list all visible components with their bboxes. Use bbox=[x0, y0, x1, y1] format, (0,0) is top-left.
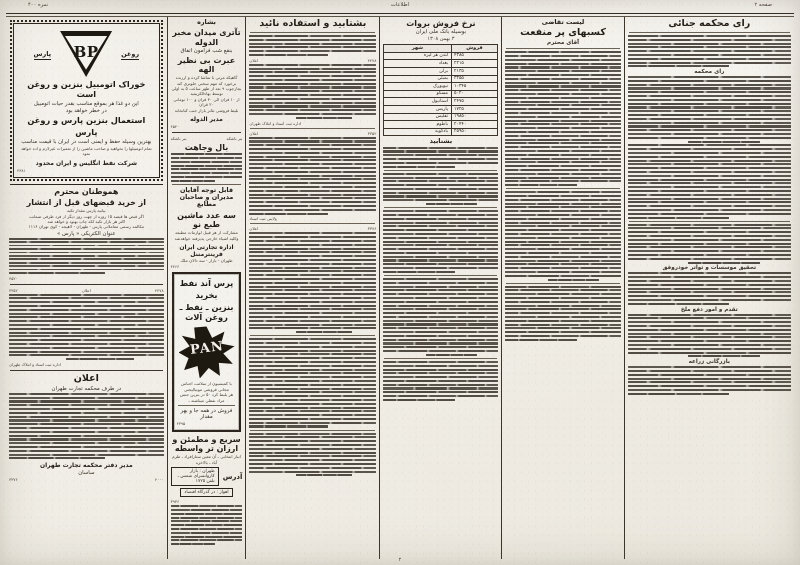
table-row bbox=[384, 90, 498, 98]
headline-press-machines: سه عدد ماشین طبع نو bbox=[177, 210, 236, 230]
receipts-line-1: بیانیه پارس مقدار تکیه bbox=[66, 208, 106, 214]
article-body bbox=[505, 191, 620, 280]
digest-tag-right: بنر ناشکه bbox=[170, 135, 187, 141]
announcement-refs bbox=[9, 477, 164, 482]
pan-line-1: پرس آند نفط bbox=[179, 278, 234, 289]
rate-city: برلن bbox=[384, 67, 451, 75]
column-grid bbox=[6, 17, 794, 559]
rate-value: ۲۱۳۵ bbox=[451, 67, 498, 75]
notice-ref: ۳۳۵۲ bbox=[367, 130, 377, 136]
headline-press-attention: قابل توجه آقایان مدیران و صاحبان مطابع bbox=[179, 185, 234, 209]
pan-brand: PAN bbox=[188, 338, 225, 358]
table-row bbox=[384, 60, 498, 68]
folio-left: نمره ۴۰۰ bbox=[28, 2, 49, 8]
theatre-body-1: گاهیکه مرتی با تماشا کرده و ارزنده برخورد که مهم سخنی جلوتری کند bbox=[175, 75, 238, 86]
small-notice-label: اعلان bbox=[81, 287, 91, 293]
notice-label: اعلان bbox=[249, 57, 259, 63]
bp-headline-2: استعمال بنزین پارس و روغن bbox=[27, 115, 146, 125]
divider bbox=[172, 132, 242, 133]
headline-compatriots: هموطنان محترم bbox=[54, 186, 119, 196]
notice-label: اعلان bbox=[249, 226, 259, 232]
pan-line-2: بخرید bbox=[195, 290, 218, 301]
article-body bbox=[249, 35, 376, 56]
article-body bbox=[628, 272, 791, 304]
article-body bbox=[628, 76, 791, 143]
notice-sign: ولایتی ثبت اسناد bbox=[249, 216, 277, 222]
rate-city: بغداد bbox=[384, 60, 451, 68]
divider bbox=[10, 370, 163, 371]
rate-value: ۳۲۵۵ bbox=[451, 75, 498, 83]
pan-ref: ۴۳۹۵ bbox=[176, 421, 186, 427]
headline-fast-cheap: سریع و مطمئن و ارزان تر واسطه bbox=[172, 435, 241, 454]
rate-value: ۲۰۴۴۰ bbox=[451, 121, 498, 129]
press-ref: ۴۴۶۶ bbox=[170, 264, 180, 270]
col-header-city: شهر bbox=[384, 45, 451, 53]
rate-value: ۱۰۳۴۵ bbox=[451, 83, 498, 91]
exchange-rate-table bbox=[383, 44, 498, 136]
table-row bbox=[384, 121, 498, 129]
address-ref: ۳۹۳۶ bbox=[170, 499, 180, 505]
kicker-list: لیست تقاضی bbox=[541, 18, 585, 26]
headline-criminal-court: رای محکمه جنائی bbox=[668, 18, 751, 29]
divider bbox=[506, 48, 619, 49]
theatre-body-2: بچارچوب ۹ بعد از ظهر ساعت ۵ به اولی توسط بهاءالکریمید bbox=[171, 85, 242, 97]
address-tehran: طهران : بازار کاروانسرای شمس ـ تلفن ۱۷۲۵ bbox=[171, 467, 219, 486]
headline-theatre: تآتری میدان مخبر الدوله bbox=[172, 28, 241, 47]
bp-headline-3: پارس bbox=[75, 127, 98, 137]
rate-city: بمبئی bbox=[384, 75, 451, 83]
table-row bbox=[384, 83, 498, 91]
table-row bbox=[384, 52, 498, 60]
article-body bbox=[171, 153, 243, 182]
theatre-subtitle: بنفع شب فرامون اتفاق bbox=[180, 47, 233, 54]
article-body bbox=[249, 137, 376, 215]
receipts-line-4: مکالمه رسمی معاملاتی پارس - طهران - لاهیجه - کوی تهران ۱۱۱۶ bbox=[28, 224, 145, 230]
article-body bbox=[249, 338, 376, 427]
rates-date: ۳ بهمن ۱۳۰۸ bbox=[427, 36, 455, 43]
notice-ref: ۴۴۷۸ bbox=[367, 57, 377, 63]
folio-center: اطلاعات bbox=[390, 2, 410, 8]
table-row bbox=[384, 128, 498, 136]
rate-value: ۱۷۲۵ bbox=[451, 105, 498, 113]
subhead-hurry: بشنابید bbox=[429, 137, 453, 146]
divider bbox=[250, 223, 375, 224]
article-body bbox=[383, 278, 498, 356]
table-header-row bbox=[384, 45, 498, 53]
column-legal-notices bbox=[246, 17, 380, 559]
divider bbox=[384, 170, 497, 171]
rate-value: ۱۹۸۵۰ bbox=[451, 113, 498, 121]
rate-city: تفلیس bbox=[384, 113, 451, 121]
announcement-signature: مدیر دفتر محکمه تجارت طهران bbox=[39, 462, 133, 470]
divider bbox=[384, 358, 497, 359]
table-body bbox=[384, 52, 498, 136]
bp-line-2: در خطر خواهد بود bbox=[65, 108, 107, 114]
divider bbox=[250, 335, 375, 336]
divider bbox=[250, 430, 375, 431]
ad-bp-petroleum bbox=[13, 23, 160, 178]
divider bbox=[629, 32, 790, 33]
headline-theatre-play: عبرت بی نظیر الهه bbox=[177, 55, 236, 74]
press-address: طهران - بازار - سه دالان ملک bbox=[180, 258, 233, 264]
digest-tag-left: بنر ناشکه bbox=[226, 135, 243, 141]
article-body bbox=[628, 224, 791, 264]
receipts-line-2: اگر قبض ها قبضه ۱۵ روزه از چهت روز دیگر از فرد طرفی ضمانت bbox=[28, 213, 144, 219]
divider bbox=[384, 275, 497, 276]
notice-ref-row bbox=[249, 58, 376, 63]
headline-exchange-rates: نرخ فروش بروات bbox=[406, 19, 476, 28]
article-body bbox=[505, 286, 620, 341]
divider bbox=[178, 405, 236, 406]
bp-company: شرکت نفط انگلیس و ایران محدود bbox=[35, 159, 137, 167]
rate-city: پاریس bbox=[384, 105, 451, 113]
small-notice-ref-right: ۳۳۵۲ bbox=[9, 287, 18, 293]
press-body-2: وکلیه اشیاء خارجی پذیرفته خواهدشد bbox=[174, 235, 239, 241]
article-body bbox=[383, 361, 498, 401]
table-row bbox=[384, 75, 498, 83]
announcement-ref-1: ۳۳۷۶ bbox=[9, 477, 18, 483]
rate-value: ۵۰۲۰ bbox=[451, 90, 498, 98]
divider bbox=[250, 32, 375, 33]
address-row bbox=[171, 467, 243, 486]
subhead-locust-control: تقدم و امور دفع ملخ bbox=[680, 306, 738, 313]
small-notice-refs bbox=[9, 288, 164, 293]
announcement-signature-2: ساسان bbox=[78, 470, 95, 477]
receipts-line-3: اکثر هر بازار تکیه لکه چاپ بهبود و خواهد شد bbox=[47, 219, 126, 224]
bp-headline: خوراک اتومبیل بنزین و روغن است bbox=[27, 79, 146, 99]
address-ahvaz: اهواز : در گذرگاه اقتصاد bbox=[180, 488, 232, 497]
header-rule bbox=[6, 13, 794, 14]
bp-brand: BP bbox=[73, 42, 99, 61]
subhead-court-verdict: رای محکمه bbox=[694, 69, 725, 76]
notice-ref: ۳۳۷۶ bbox=[367, 226, 377, 232]
column-news-right bbox=[625, 17, 794, 559]
bp-label-oil: روغن bbox=[121, 50, 140, 58]
pan-sunburst-icon bbox=[179, 326, 235, 378]
ad-pan-petroleum bbox=[172, 272, 242, 432]
pan-body-1: با کمیسیون از سلامت اجناس مجانی فروشی موتیالیجتی bbox=[181, 381, 232, 392]
notice-label: اعلان bbox=[249, 130, 259, 136]
divider bbox=[506, 188, 619, 189]
article-body bbox=[171, 505, 243, 545]
rate-value: ۴۳۸۵ bbox=[451, 52, 498, 60]
column-rates bbox=[380, 17, 502, 559]
article-body bbox=[249, 433, 376, 477]
headline-hurry-benefit: بشتابید و استفاده نائید bbox=[259, 18, 367, 29]
receipts-telegraph: عنوان الکتریکی « پارس » bbox=[57, 230, 116, 237]
address-row-2 bbox=[171, 488, 243, 497]
rates-issuer: بوسیله بانک ملی ایران bbox=[415, 29, 467, 36]
headline-beauty: بال وجاهت bbox=[184, 142, 229, 152]
headline-announcement: اعلان bbox=[73, 372, 99, 384]
divider bbox=[10, 184, 163, 185]
rate-city: مسکو bbox=[384, 90, 451, 98]
rate-city: بادکوبه bbox=[384, 128, 451, 136]
digest-tag-row bbox=[171, 136, 243, 141]
rate-value: ۲۴۷۵ bbox=[451, 98, 498, 106]
divider bbox=[10, 284, 163, 285]
column-ads-left bbox=[6, 17, 168, 559]
col-header-sale: فروش bbox=[451, 45, 498, 53]
divider bbox=[506, 283, 619, 284]
article-body bbox=[383, 147, 498, 168]
small-notice-ref-left: ۴۴۷۸ bbox=[155, 287, 164, 293]
rate-value: ۲۵۹۵۰ bbox=[451, 128, 498, 136]
article-body bbox=[249, 64, 376, 119]
notice-ref-row bbox=[249, 226, 376, 231]
divider bbox=[172, 184, 242, 185]
receipts-ref: ۴۵۲۰ bbox=[9, 275, 18, 281]
divider bbox=[250, 128, 375, 129]
bp-shield-icon bbox=[60, 31, 112, 77]
table-row bbox=[384, 113, 498, 121]
headline-receipts: از خرید قبضهای قبل از انتشار bbox=[26, 198, 147, 207]
bp-logo-row bbox=[17, 31, 156, 77]
kicker-announcement: بشاره bbox=[197, 18, 216, 26]
subhead-agri-trade: بازرگانی زراعه bbox=[688, 359, 730, 366]
article-body bbox=[383, 210, 498, 273]
notice-sign: اداره ثبت اسناد و املاک طهران bbox=[249, 120, 302, 126]
article-body bbox=[9, 238, 164, 274]
table-row bbox=[384, 105, 498, 113]
rate-city: باطوم bbox=[384, 121, 451, 129]
bp-line-3: بهترین وسیله حفظ و ایمنی است در ایران با قیمت مناسب bbox=[21, 139, 152, 145]
theatre-body-3: از ۱۰ قران الی ۳۰ قران و ۱۰۰ تومانی ۲۰ قران bbox=[173, 96, 240, 108]
article-body bbox=[628, 35, 791, 67]
bp-label-pars: پارس bbox=[33, 50, 52, 58]
address-label: آدرس bbox=[222, 472, 243, 481]
table-row bbox=[384, 67, 498, 75]
rate-city: لندن هر لیره bbox=[384, 52, 451, 60]
headline-profitable-trades: کسبهای پر منفعت bbox=[520, 27, 606, 39]
column-profitable-trades bbox=[502, 17, 624, 559]
pan-body-2: هر بلیط کرد ۵۰ در بنزین جنس مراد نفظی میباشند ـ bbox=[179, 392, 234, 403]
divider bbox=[384, 207, 497, 208]
column-theatre-ads bbox=[168, 17, 247, 559]
article-body bbox=[628, 144, 791, 218]
bp-fine-print: تمام اتومبیلها را بخواهید و صاحب ماشین را از تعمیرات غیرلازم و اده خواهد نمود bbox=[20, 146, 152, 157]
subhead-dear-sir: آقای محترم bbox=[546, 40, 580, 47]
notice-ref-row bbox=[249, 131, 376, 136]
theatre-body-4: بلیط فروشی تئاتر بازار جنب کتابخانه bbox=[174, 107, 239, 113]
theatre-signature: مدیر الدوله bbox=[190, 115, 223, 123]
bp-line-1: این دو غذا هر بموقع مناسب بقدر حیات اتومبیل bbox=[33, 101, 139, 107]
folio-right: صفحه ۲ bbox=[754, 2, 772, 8]
article-body bbox=[628, 366, 791, 395]
announcement-ref-2: ۴۰۰۰ bbox=[155, 477, 164, 483]
table-row bbox=[384, 98, 498, 106]
rate-value: ۲۲۱۵ bbox=[451, 60, 498, 68]
article-body bbox=[9, 294, 164, 361]
pan-footer: فروش در همه جا و بهر مقدار bbox=[180, 408, 233, 421]
article-body bbox=[9, 393, 164, 460]
pan-products: بنزین ـ نفط ـ روغن آلات bbox=[179, 302, 234, 323]
page-number: ۲ bbox=[398, 557, 402, 563]
press-company: اداره تجارتی ایران فرینترمننل bbox=[179, 244, 234, 259]
announcement-court: در طرف محکمه تجارت طهران bbox=[51, 385, 122, 392]
divider bbox=[629, 221, 790, 222]
article-body bbox=[249, 232, 376, 333]
article-body bbox=[628, 314, 791, 358]
rate-city: استانبول bbox=[384, 98, 451, 106]
theatre-ref: ۴۵۴۰ bbox=[170, 123, 180, 129]
article-body bbox=[505, 51, 620, 186]
address-sub: انبار انتخابی ـ آن معین ستارافراد ـ طرم آباد ـ بالاخره bbox=[172, 454, 241, 465]
press-body-1: مشارکت از هر قبیل لوازمات مطبعه bbox=[175, 230, 238, 236]
bp-ref: ۴۳۸۱ bbox=[17, 167, 26, 173]
rate-city: نیویورک bbox=[384, 83, 451, 91]
subhead-institutions: تحقیق موسسات و تواتر خودروفق bbox=[662, 265, 757, 272]
small-notice-sign: اداره ثبت اسناد و املاک طهران bbox=[9, 361, 61, 367]
article-body bbox=[383, 173, 498, 205]
